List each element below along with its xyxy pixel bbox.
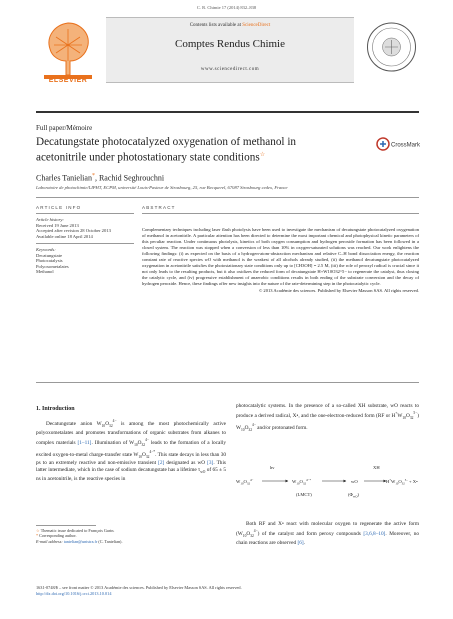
text-run: +	[395, 411, 398, 415]
author-list	[36, 173, 164, 183]
email-link[interactable]: tanielian@unistra.fr	[63, 538, 98, 544]
reference-link[interactable]: [1–11]	[77, 439, 92, 446]
text-run: 10	[402, 415, 406, 420]
scheme-wo-label: wO	[351, 479, 358, 484]
text-run: leads to the formation of a locally excited oxygen-to-metal charge-transfer state W	[36, 439, 226, 458]
author-name[interactable]: Charles Tanielian	[36, 173, 92, 183]
text-run: and/or protonated form.	[255, 424, 308, 431]
text-run: photocatalytic systems. In the presence of a so-called XH substrate, wO reacts to produce a derived radical, X•, and the one-electron-reduced form (RF or H	[236, 403, 419, 419]
article-info-divider	[36, 213, 134, 214]
text-run: 10	[241, 427, 245, 432]
crossmark-icon	[376, 136, 420, 152]
keyword: Decatungstate	[36, 252, 63, 258]
keyword: Methanol	[36, 269, 54, 275]
text-run: 4−*	[149, 449, 156, 454]
text-run: 4−	[253, 529, 258, 533]
text-run: . This state decays in less than 30 ps to an extremely reactive and non-emissive transient	[36, 451, 227, 467]
keywords-label: Keywords:	[36, 247, 56, 252]
footnotes	[36, 528, 226, 544]
text-run: wO	[200, 470, 206, 475]
affiliation: Laboratoire de photochimie/LIPHT, ECPM, université Louis-Pasteur de Strasbourg, 25, rue Becquerel, 67087 Strasbourg cedex, France	[36, 185, 288, 190]
keyword-list	[36, 247, 136, 275]
title-footnote-mark[interactable]: ☆	[259, 152, 266, 158]
issn-line: 1631-0748/$ – see front matter © 2013 Académie des sciences. Published by Elsevier Masson SAS. All rights reserved.	[36, 585, 242, 590]
text-run: O	[105, 420, 110, 427]
journal-citation: C. R. Chimie 17 (2014) 832–838	[196, 5, 257, 10]
footnote-divider	[36, 525, 96, 526]
journal-url[interactable]: www.sciencedirect.com	[200, 67, 260, 72]
sciencedirect-link[interactable]: ScienceDirect	[242, 23, 271, 28]
text-run: 10	[134, 442, 138, 447]
crossmark-badge[interactable]	[376, 136, 420, 152]
masthead-divider	[36, 111, 419, 113]
scheme-product: $H^+W_{10}O_{32}^{5-}$ + X•	[386, 478, 418, 486]
abstract-divider	[142, 213, 419, 214]
history-accepted: Accepted after revision 28 October 2013	[36, 228, 111, 234]
text-run: 32	[145, 454, 150, 459]
text-run: Both RF and X• react with molecular oxygen to regenerate the active form (W	[236, 521, 419, 537]
elsevier-tree-logo	[36, 17, 100, 81]
text-run: 10	[138, 454, 143, 459]
reference-link[interactable]: [2]	[158, 460, 165, 467]
scheme-substrate-label: XH	[373, 465, 380, 470]
article-info-heading: ARTICLE INFO	[36, 205, 82, 210]
history-label: Article history:	[36, 217, 64, 222]
footnote-email: E-mail address: tanielian@unistra.fr (C. Tanielian).	[36, 538, 123, 544]
article-title: Decatungstate photocatalyzed oxygenation of methanol in acetonitrile under photostationary state conditions☆	[36, 136, 297, 164]
reference-link[interactable]: [3,6,8–10]	[363, 530, 386, 537]
text-run: O	[244, 424, 249, 431]
keyword: Photocatalysis	[36, 258, 63, 264]
section-heading: 1. Introduction	[36, 406, 75, 412]
footnote-dedication: ☆ Thematic issue dedicated to François Garin.	[36, 528, 115, 533]
text-run: O	[137, 439, 142, 446]
journal-banner	[106, 17, 354, 83]
crossmark-label: CrossMark	[391, 142, 420, 149]
history-received: Received 19 June 2013	[36, 222, 79, 228]
text-run: W	[397, 412, 403, 419]
text-run: 32	[248, 427, 253, 432]
reference-link[interactable]: [6]	[297, 539, 304, 546]
copyright-line: © 2013 Académie des sciences. Published by Elsevier Masson SAS. All rights reserved.	[258, 288, 419, 293]
article-type: Full paper/Mémoire	[36, 124, 93, 132]
text-run: 32	[250, 533, 254, 538]
text-run: . This latter intermediate, which in the case of sodium decatungstate has a lifetime τ	[36, 460, 226, 474]
text-run: 4−	[112, 419, 117, 423]
contents-available-line: Contents lists available at ScienceDirect	[189, 23, 271, 28]
text-run: O	[142, 451, 146, 458]
text-run: . Illumination of W	[91, 439, 135, 446]
text-run: of 65 ± 5 ns in acetonitrile, is the reactive species in	[36, 467, 226, 483]
academie-seal-logo	[364, 15, 419, 83]
text-run: O	[405, 412, 410, 419]
text-run: ) of the catalyst and form peroxy compounds	[257, 530, 364, 537]
text-run: 5−	[413, 411, 418, 415]
text-run: . Moreover, no chain reactions are observed	[236, 530, 419, 546]
text-run: 4−	[145, 437, 149, 442]
intro-right-column-top	[236, 403, 419, 434]
body-divider	[36, 382, 419, 383]
footnote-corresponding: * Corresponding author.	[36, 533, 77, 539]
keyword: Polyoxometalates	[36, 263, 69, 269]
text-run: Decatungstate anion W	[46, 420, 102, 427]
footnote-mark: *	[36, 533, 39, 539]
journal-masthead	[36, 15, 419, 85]
scheme-lmct-label: (LMCT)	[296, 492, 312, 497]
intro-right-column-bottom	[236, 521, 419, 547]
reaction-scheme	[234, 444, 422, 512]
journal-title: Comptes Rendus Chimie	[175, 38, 285, 50]
keywords-divider	[36, 243, 134, 244]
text-run: .	[303, 539, 305, 546]
scheme-phi-label: $(\Phi_{wO})$	[348, 492, 360, 499]
corresponding-mark[interactable]: *	[91, 173, 95, 179]
footnote-mark: ☆	[36, 528, 40, 533]
affiliation-divider	[36, 197, 419, 198]
text-run: ) W	[236, 412, 419, 431]
scheme-excited-species: $W_{10}O_{32}^{4-*}$	[292, 478, 312, 486]
text-run: 4−	[252, 422, 256, 427]
abstract-heading: ABSTRACT	[142, 205, 176, 210]
article-history	[36, 217, 136, 239]
text-run: designated as wO	[164, 460, 208, 467]
text-run: 32	[141, 442, 146, 447]
doi-link[interactable]: http://dx.doi.org/10.1016/j.crci.2013.10.014	[36, 590, 112, 596]
text-run: 32	[109, 423, 113, 428]
scheme-light-label: hν	[270, 465, 275, 470]
abstract-text: Complementary techniques including laser flash photolysis have been used to investigate the mechanism of decatungstate photocatalyzed oxygenation of methanol in acetonitrile. A particular attention has been directed to determine the most important chemical and photophysical kinetic parameters of this peculiar reaction. Under continuous photolysis, kinetics of both oxygen consumption and hydrogen peroxide formation has been followed in a closed system. The reaction was stopped when a conversion of less than 10% in oxygen-saturated solutions was reached. Our work enlightens the following findings: (i) as expected on the basis of a hydrogen-atom-abstraction mechanism and relative C–H bond dissociation energy, the reaction constant rate of reactive species wO with methanol is the weakest of all alcohols already studied, (ii) the methanol decatungstate photocatalyzed oxygenation in acetonitrile satisfies the photostationary state conditions only up to [CH3OH] = 2.5 M, (iii) the role of peroxyl radical is crucial since it not only leads to the resulting products, but it also oxidizes the reduced form of decatungstate H+W10O32^5− to regenerate the catalyst, thus closing the catalytic cycle, and (iv) progressive establishment of anaerobic conditions results in both ending of the substrate conversion and the decay of hydrogen peroxide. Hence, these findings offer new insights into the nature of the rate-determining step in the photocatalytic cycle. © 2013 Académie des sciences. Published by Elsevier Masson SAS. All rights reserved.	[142, 227, 419, 293]
intro-left-column	[36, 418, 226, 483]
publication-meta	[36, 585, 242, 596]
publisher-name: ELSEVIER	[48, 77, 88, 84]
text-run: O	[246, 530, 251, 537]
text-run: is among the most photochemically active polyoxometalates and promotes transformations of organic substrates from alkanes to complex materials	[36, 420, 226, 446]
author-name[interactable]: , Rachid Seghrouchni	[94, 173, 165, 183]
text-run: 32	[409, 415, 414, 420]
text-run: 10	[242, 533, 247, 538]
history-online: Available online 18 April 2014	[36, 233, 93, 239]
reference-link[interactable]: [3]	[207, 460, 214, 467]
text-run: 10	[101, 423, 106, 428]
scheme-start-species: $W_{10}O_{32}^{4-}$	[236, 478, 254, 486]
